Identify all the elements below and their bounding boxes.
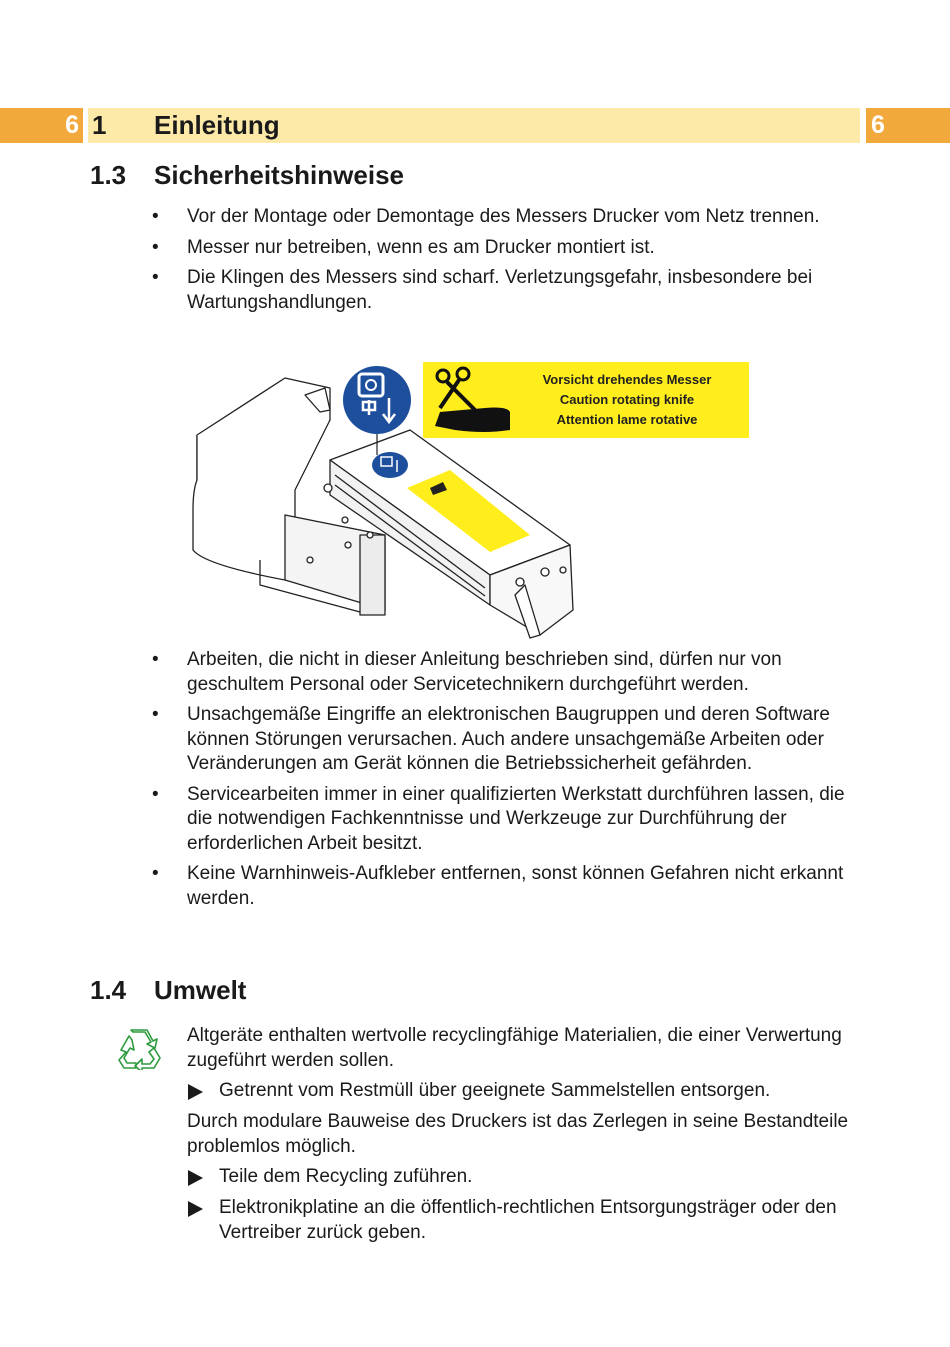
label-text-fr: Attention lame rotative <box>556 412 698 427</box>
step-recycle <box>187 1165 867 1190</box>
list-item: • Unsachgemäße Eingriffe an elektronischen Baugruppen und deren Software können Störungen verursachen. Auch andere unsachgemäße Arbeiten oder Veränderungen am Gerät können die Betriebssicherheit gefährden. <box>150 703 865 777</box>
arrow-right-icon <box>188 1170 203 1186</box>
list-item: • Die Klingen des Messers sind scharf. Verletzungsgefahr, insbesondere bei Wartungshandlungen. <box>150 266 865 315</box>
list-item: • Messer nur betreiben, wenn es am Drucker montiert ist. <box>150 236 865 261</box>
step-text: Teile dem Recycling zuführen. <box>219 1166 473 1187</box>
section-number: 1.4 <box>90 975 127 1005</box>
step-return-board <box>187 1196 867 1245</box>
environment-paragraph: Durch modulare Bauweise des Druckers ist das Zerlegen in seine Bestandteile problemlos möglich. <box>187 1111 849 1157</box>
section-heading-safety <box>90 160 404 191</box>
small-disconnect-sign <box>372 452 408 478</box>
step-dispose <box>187 1079 867 1104</box>
environment-intro: Altgeräte enthalten wertvolle recyclingfähige Materialien, die einer Verwertung zugeführt werden sollen. <box>187 1025 842 1071</box>
list-item: • Servicearbeiten immer in einer qualifizierten Werkstatt durchführen lassen, die die notwendigen Fachkenntnisse und Werkzeuge zur Durchführung der erforderlichen Arbeit besitzt. <box>150 783 865 857</box>
label-text-de: Vorsicht drehendes Messer <box>542 372 712 387</box>
safety-bullets-bottom <box>150 648 865 917</box>
arrow-right-icon <box>188 1201 203 1217</box>
step-text: Elektronikplatine an die öffentlich-rechtlichen Entsorgungsträger oder den Vertreiber zurück geben. <box>219 1197 837 1243</box>
chapter-title: Einleitung <box>154 110 280 140</box>
list-item: • Keine Warnhinweis-Aufkleber entfernen, sonst können Gefahren nicht erkannt werden. <box>150 862 865 911</box>
section-title: Sicherheitshinweise <box>154 160 404 190</box>
section-heading-environment <box>90 975 246 1006</box>
safety-bullets-top <box>150 205 865 321</box>
chapter-header <box>88 108 860 143</box>
step-text: Getrennt vom Restmüll über geeignete Sammelstellen entsorgen. <box>219 1080 771 1101</box>
cutter-illustration <box>185 360 755 645</box>
rotating-knife-warning-label <box>423 362 749 438</box>
page-number-left: 6 <box>0 108 83 143</box>
recycle-icon <box>116 1028 162 1070</box>
list-item: • Arbeiten, die nicht in dieser Anleitung beschrieben sind, dürfen nur von geschultem Personal oder Servicetechnikern durchgeführt werden. <box>150 648 865 697</box>
list-item: • Vor der Montage oder Demontage des Messers Drucker vom Netz trennen. <box>150 205 865 230</box>
chapter-number: 1 <box>92 110 107 140</box>
label-text-en: Caution rotating knife <box>559 392 695 407</box>
section-number: 1.3 <box>90 160 127 190</box>
page-number-right: 6 <box>866 108 950 143</box>
arrow-right-icon <box>188 1084 203 1100</box>
section-title: Umwelt <box>154 975 247 1005</box>
